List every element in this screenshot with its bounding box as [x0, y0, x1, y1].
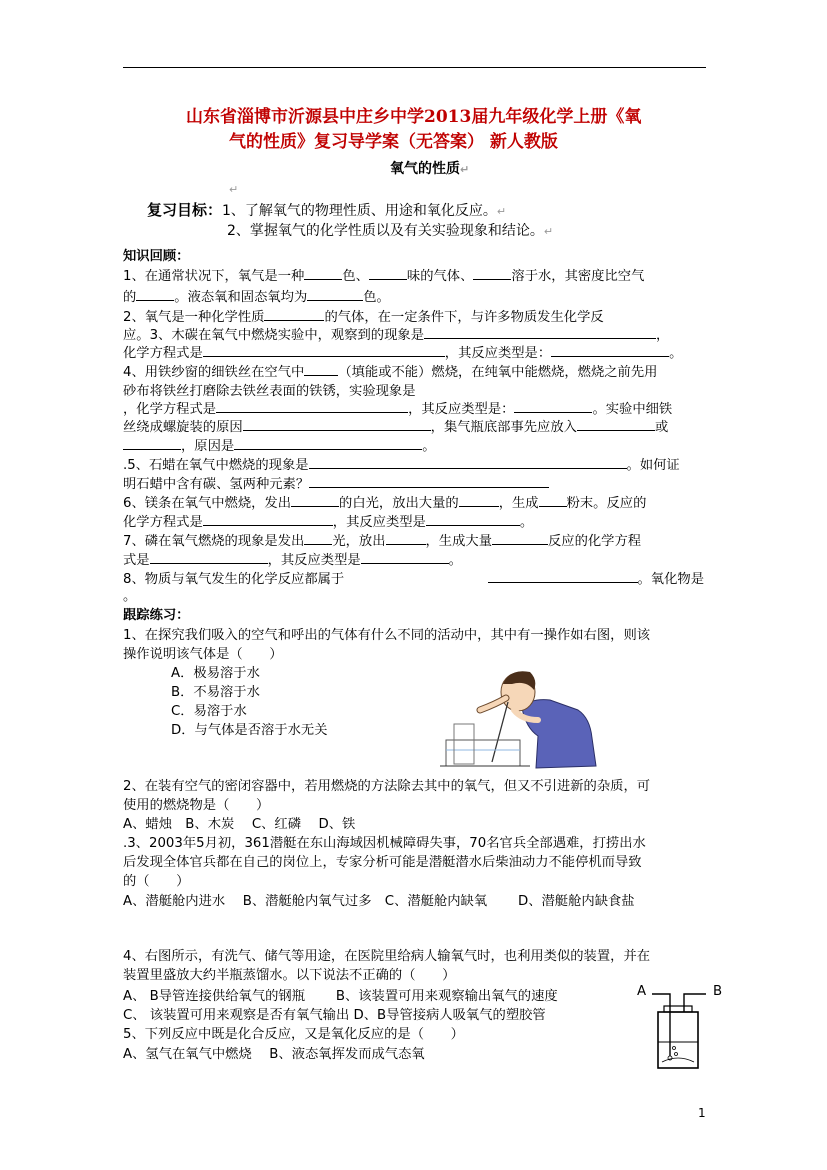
review-q5-line2: 明石蜡中含有碳、氢两种元素？	[123, 473, 549, 492]
practice-q2-line1: 2、在装有空气的密闭容器中，若用燃烧的方法除去其中的氧气，但又不引进新的杂质，可	[123, 779, 651, 794]
practice-q2-options: A、蜡烛 B、木炭 C、红磷 D、铁	[123, 817, 356, 832]
practice-q1-option-d: D．与气体是否溶于水无关	[171, 723, 328, 738]
review-q6-line1: 6、镁条在氧气中燃烧，发出 的白光，放出大量的 ，生成 粉末。反应的	[123, 492, 646, 511]
review-q3-line2: 化学方程式是 ，其反应类型是： 。	[123, 342, 682, 361]
apparatus-label-a: A	[637, 984, 647, 999]
practice-q1-option-c: C．易溶于水	[171, 704, 247, 719]
document-title-line1: 山东省淄博市沂源县中庄乡中学2013届九年级化学上册《氧	[186, 107, 642, 127]
review-q1-line1: 1、在通常状况下，氧气是一种 色、 味的气体、 溶于水，其密度比空气	[123, 265, 644, 284]
section-subtitle: 氧气的性质↵	[390, 161, 470, 177]
practice-q1-option-b: B．不易溶于水	[171, 685, 260, 700]
practice-q4-option-cd: C、 该装置可用来观察是否有氧气输出 D、B导管接病人吸氧气的塑胶管	[123, 1008, 546, 1023]
document-title-line2: 气的性质》复习导学案（无答案） 新人教版	[229, 132, 558, 152]
review-q1-line2: 的 。液态氧和固态氧均为 色。	[123, 286, 390, 305]
practice-heading: 跟踪练习：	[123, 608, 190, 623]
goal-line-2: 2、掌握氧气的化学性质以及有关实验现象和结论。↵	[227, 223, 554, 239]
practice-q4-option-ab: A、 B导管连接供给氧气的钢瓶 B、该装置可用来观察输出氧气的速度	[123, 989, 558, 1004]
practice-q1-line2: 操作说明该气体是（ ）	[123, 647, 283, 662]
review-q8-line2: 。	[123, 589, 137, 604]
gas-washing-bottle-figure	[648, 988, 710, 1070]
apparatus-label-b: B	[713, 984, 723, 999]
breathing-experiment-figure	[440, 658, 600, 770]
review-q7-line1: 7、磷在氧气燃烧的现象是发出 光，放出 ，生成大量 反应的化学方程	[123, 530, 641, 549]
practice-q5-line1: 5、下列反应中既是化合反应，又是氧化反应的是（ ）	[123, 1027, 464, 1042]
review-q7-line2: 式是 ，其反应类型是 。	[123, 549, 462, 568]
practice-q4-line2: 装置里盛放大约半瓶蒸馏水。以下说法不正确的（ ）	[123, 968, 456, 983]
practice-q2-line2: 使用的燃烧物是（ ）	[123, 798, 270, 813]
practice-q5-options: A、氢气在氧气中燃烧 B、液态氧挥发而成气态氧	[123, 1047, 425, 1062]
review-q4-line5: ，原因是 。	[123, 435, 435, 454]
review-q4-line3: ，化学方程式是 ，其反应类型是： 。实验中细铁	[123, 398, 672, 417]
practice-q3-line2: 后发现全体官兵都在自己的岗位上，专家分析可能是潜艇潜水后柴油动力不能停机而导致	[123, 855, 642, 870]
practice-q3-options: A、潜艇舱内进水 B、潜艇舱内氧气过多 C、潜艇舱内缺氧 D、潜艇舱内缺食盐	[123, 894, 635, 909]
review-q3-line1: 应。3、木碳在氧气中燃烧实验中，观察到的现象是 ，	[123, 324, 669, 343]
practice-q4-line1: 4、右图所示，有洗气、储气等用途，在医院里给病人输氧气时，也利用类似的装置，并在	[123, 949, 651, 964]
review-q4-line1: 4、用铁纱窗的细铁丝在空气中 （填能或不能）燃烧，在纯氧中能燃烧，燃烧之前先用	[123, 361, 657, 380]
review-q4-line2: 砂布将铁丝打磨除去铁丝表面的铁锈，实验现象是	[123, 384, 416, 399]
return-mark: ↵	[229, 183, 239, 196]
practice-q3-line3: 的（ ）	[123, 874, 190, 889]
review-heading: 知识回顾：	[123, 249, 190, 264]
practice-q1-option-a: A．极易溶于水	[171, 666, 260, 681]
practice-q3-line1: .3、2003年5月初，361潜艇在东山海域因机械障碍失事，70名官兵全部遇难，打捞出水	[123, 836, 646, 851]
review-q6-line2: 化学方程式是 ，其反应类型是 。	[123, 511, 533, 530]
review-q4-line4: 丝绕成螺旋装的原因 ，集气瓶底部事先应放入 或	[123, 416, 668, 435]
header-rule	[123, 67, 706, 68]
goal-line-1: 复习目标：1、了解氧气的物理性质、用途和氧化反应。↵	[147, 201, 507, 219]
review-q2: 2、氧气是一种化学性质 的气体，在一定条件下，与许多物质发生化学反	[123, 306, 604, 325]
practice-q1-line1: 1、在探究我们吸入的空气和呼出的气体有什么不同的活动中，其中有一操作如右图，则该	[123, 628, 651, 643]
page-number: 1	[698, 1106, 706, 1120]
review-q5-line1: .5、石蜡在氧气中燃烧的现象是 。如何证	[123, 454, 680, 473]
review-q8-line1: 8、物质与氧气发生的化学反应都属于 。氧化物是	[123, 568, 704, 587]
